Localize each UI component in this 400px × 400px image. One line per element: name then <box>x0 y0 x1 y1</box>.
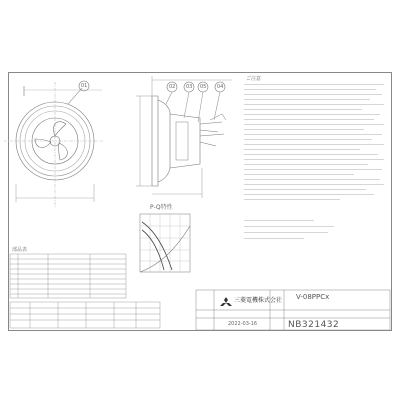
company-name: 三菱電機株式会社 <box>234 297 283 304</box>
balloon-04-label: 04 <box>217 84 224 90</box>
side-view <box>136 76 232 198</box>
parts-table <box>10 254 160 328</box>
balloon-05-label: 05 <box>200 84 207 90</box>
model-number: V-08PPCx <box>296 293 330 301</box>
balloon-01-label: 01 <box>81 83 88 89</box>
parts-list-title: 部品表 <box>12 247 28 253</box>
balloon-03-label: 03 <box>186 84 193 90</box>
drawing-number: NB321432 <box>288 320 340 330</box>
mitsubishi-logo <box>220 297 232 306</box>
pq-chart <box>140 214 190 272</box>
chart-title: P-Q特性 <box>150 204 173 211</box>
notes-title: ご注意 <box>246 76 262 82</box>
front-view <box>4 82 104 208</box>
drawing-date: 2022-03-16 <box>228 321 258 327</box>
balloon-02-label: 02 <box>169 84 176 90</box>
